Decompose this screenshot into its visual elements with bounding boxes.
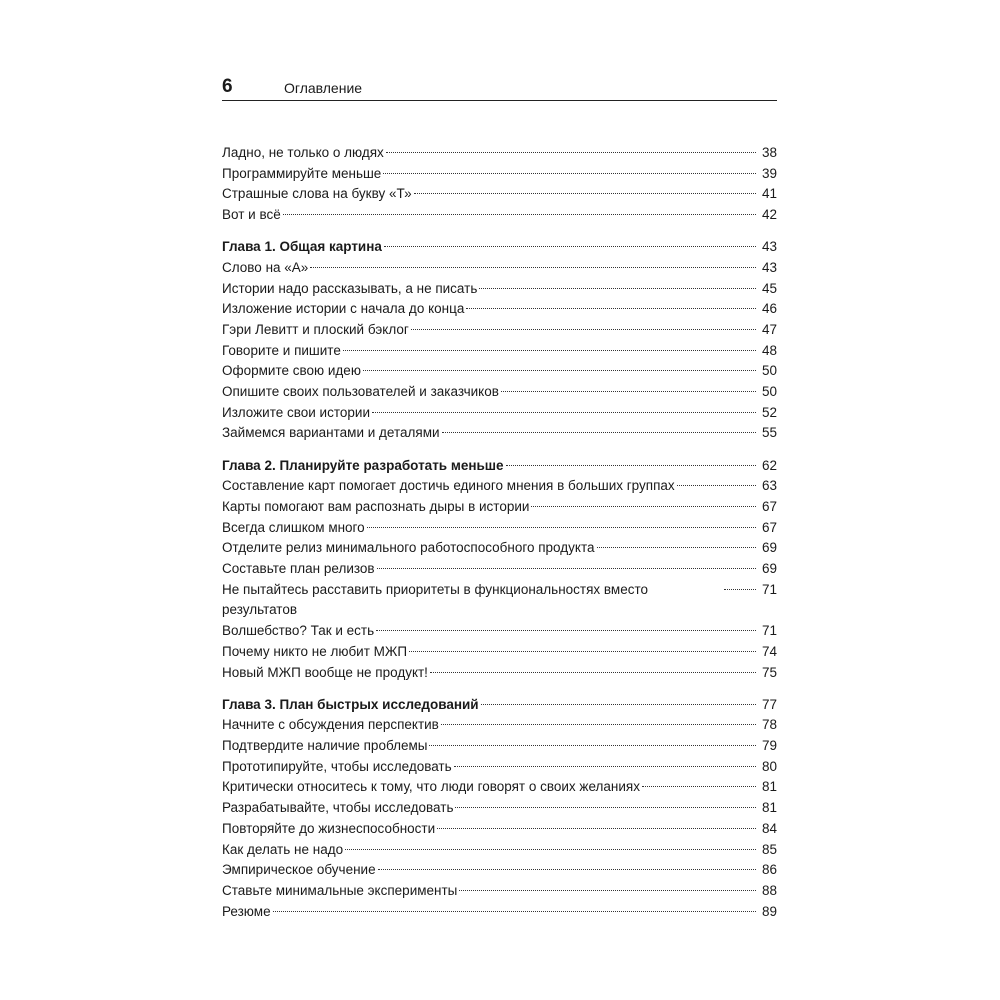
toc-entry-title: Изложите свои истории [222,404,370,420]
toc-entry[interactable] [222,184,777,205]
toc-entry-page: 75 [761,664,777,680]
toc-entry[interactable] [222,777,777,798]
leader-dots [310,267,756,268]
toc-entry-title: Гэри Левитт и плоский бэклог [222,322,409,337]
leader-dots [531,506,756,507]
toc-entry-page: 50 [761,363,777,379]
toc-entry[interactable] [222,320,777,341]
leader-dots [377,568,756,569]
toc-entry-title: Критически относитесь к тому, что люди говорят о своих желаниях [222,779,640,795]
table-of-contents [222,143,777,922]
toc-entry-title: Программируйте меньше [222,165,382,181]
toc-entry[interactable] [222,382,777,403]
toc-entry-title: Ставьте минимальные эксперименты [222,882,458,898]
toc-entry-page: 86 [761,862,777,878]
toc-entry-title: Как делать не надо [222,841,344,857]
toc-entry[interactable] [222,642,777,663]
toc-entry-title: Повторяйте до жизнеспособности [222,820,436,836]
toc-entry-page: 55 [761,425,777,441]
toc-entry-title: Составление карт помогает достичь единого мнения в больших группах [222,478,675,494]
running-head: Оглавление [284,80,363,96]
toc-entry[interactable] [222,881,777,902]
toc-entry-page: 69 [761,540,777,556]
toc-entry-title: Новый МЖП вообще не продукт! [222,664,428,680]
leader-dots [481,704,756,705]
toc-entry[interactable] [222,819,777,840]
toc-entry-page: 84 [761,820,777,836]
toc-entry-title: Займемся вариантами и деталями [222,425,440,441]
toc-chapter-heading[interactable] [222,456,777,477]
leader-dots [383,173,756,174]
toc-entry-title: Эмпирическое обучение [222,862,376,878]
toc-chapter-heading[interactable] [222,237,777,258]
leader-dots [724,589,756,590]
leader-dots [414,193,756,194]
toc-entry-page: 50 [761,384,777,400]
toc-entry[interactable] [222,164,777,185]
toc-entry-title: Почему никто не любит МЖП [222,643,408,659]
toc-entry-title: Разрабатывайте, чтобы исследовать [222,800,454,816]
leader-dots [430,672,756,673]
toc-entry-page: 71 [761,623,777,639]
toc-entry[interactable] [222,476,777,497]
toc-chapter-title: Глава 1. Общая картина [222,239,382,255]
toc-chapter-page: 77 [761,696,777,712]
leader-dots [372,412,756,413]
leader-dots [429,745,756,746]
toc-entry-page: 38 [761,145,777,160]
toc-entry-title: Не пытайтесь расставить приоритеты в функциональностях вместо результатов [222,581,649,618]
toc-entry[interactable] [222,423,777,444]
leader-dots [437,828,756,829]
toc-entry-page: 81 [761,800,777,816]
toc-entry[interactable] [222,621,777,642]
toc-chapter-page: 43 [761,239,777,255]
toc-entry-title: Оформите свою идею [222,363,361,379]
toc-entry[interactable] [222,205,777,226]
toc-entry-title: Ладно, не только о людях [222,145,384,160]
toc-entry-title: Составьте план релизов [222,561,375,577]
toc-entry-page: 45 [761,280,777,296]
toc-entry[interactable] [222,736,777,757]
leader-dots [384,246,756,247]
toc-entry[interactable] [222,580,777,621]
toc-entry[interactable] [222,840,777,861]
toc-entry[interactable] [222,902,777,923]
toc-entry-page: 80 [761,758,777,774]
toc-entry-page: 47 [761,322,777,337]
toc-entry-page: 74 [761,643,777,659]
toc-chapter-page: 62 [761,457,777,473]
leader-dots [506,465,756,466]
page-number: 6 [222,76,233,97]
toc-entry-title: Прототипируйте, чтобы исследовать [222,758,452,774]
toc-entry[interactable] [222,143,777,164]
leader-dots [642,786,756,787]
toc-entry[interactable] [222,559,777,580]
toc-entry-page: 78 [761,717,777,733]
toc-entry[interactable] [222,757,777,778]
toc-entry-page: 39 [761,165,777,181]
toc-entry-page: 41 [761,186,777,202]
toc-chapter-heading[interactable] [222,695,777,716]
toc-entry-title: Опишите своих пользователей и заказчиков [222,384,499,400]
toc-entry[interactable] [222,715,777,736]
toc-group-chapter-1 [222,237,777,444]
toc-entry-page: 89 [761,903,777,919]
toc-entry-page: 67 [761,519,777,535]
toc-entry-title: Резюме [222,903,271,919]
leader-dots [459,890,756,891]
toc-entry-title: Отделите релиз минимального работоспособного продукта [222,540,595,556]
toc-entry[interactable] [222,403,777,424]
toc-entry-page: 79 [761,738,777,754]
toc-entry-page: 43 [761,259,777,275]
toc-entry-page: 67 [761,499,777,514]
toc-entry-page: 69 [761,561,777,577]
toc-chapter-title: Глава 2. Планируйте разработать меньше [222,457,504,473]
leader-dots [597,547,757,548]
toc-entry-title: Подтвердите наличие проблемы [222,738,428,754]
toc-entry-title: Говорите и пишите [222,342,341,358]
toc-entry[interactable] [222,860,777,881]
toc-entry-page: 46 [761,301,777,317]
leader-dots [442,432,756,433]
leader-dots [409,651,756,652]
toc-entry-title: Карты помогают вам распознать дыры в истории [222,499,530,514]
toc-entry-page: 85 [761,841,777,857]
toc-entry-title: Слово на «А» [222,259,309,275]
toc-entry[interactable] [222,299,777,320]
leader-dots [479,288,756,289]
leader-dots [411,329,756,330]
leader-dots [283,214,756,215]
leader-dots [455,807,756,808]
leader-dots [376,630,756,631]
toc-entry[interactable] [222,497,777,518]
toc-entry-title: Истории надо рассказывать, а не писать [222,280,478,296]
leader-dots [454,766,756,767]
leader-dots [501,391,756,392]
page-header [222,76,777,101]
toc-entry[interactable] [222,518,777,539]
leader-dots [677,485,756,486]
leader-dots [343,350,756,351]
leader-dots [441,724,756,725]
toc-entry-page: 48 [761,342,777,358]
toc-entry-title: Волшебство? Так и есть [222,623,375,639]
toc-entry[interactable] [222,361,777,382]
toc-entry-page: 71 [761,581,777,597]
toc-entry-page: 63 [761,478,777,494]
toc-entry[interactable] [222,538,777,559]
leader-dots [345,849,756,850]
toc-entry[interactable] [222,798,777,819]
toc-entry-page: 42 [761,207,777,223]
leader-dots [466,308,756,309]
toc-entry-title: Начните с обсуждения перспектив [222,717,439,733]
leader-dots [363,370,756,371]
leader-dots [273,911,756,912]
leader-dots [378,869,756,870]
toc-chapter-title: Глава 3. План быстрых исследований [222,696,479,712]
toc-entry-page: 52 [761,404,777,420]
toc-entry-title: Всегда слишком много [222,519,365,535]
toc-entry-page: 81 [761,779,777,795]
toc-entry-title: Страшные слова на букву «Т» [222,186,412,202]
toc-group-chapter-3 [222,695,777,923]
toc-entry-page: 88 [761,882,777,898]
toc-entry-title: Изложение истории с начала до конца [222,301,465,317]
leader-dots [367,527,756,528]
leader-dots [386,152,756,153]
toc-group-intro [222,143,777,226]
toc-entry[interactable] [222,341,777,362]
toc-entry[interactable] [222,279,777,300]
toc-entry[interactable] [222,663,777,684]
toc-group-chapter-2 [222,456,777,684]
toc-entry-title: Вот и всё [222,207,281,223]
toc-entry[interactable] [222,258,777,279]
